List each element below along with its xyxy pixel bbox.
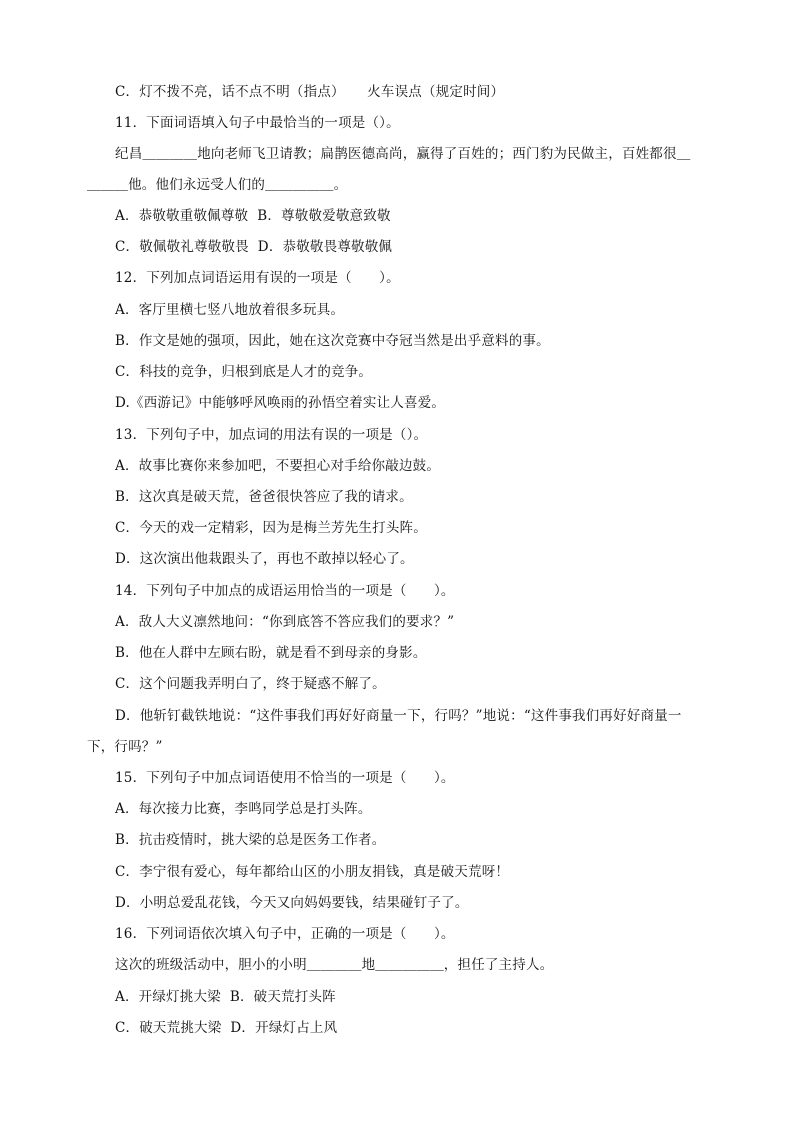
question-13: 13．下列句子中，加点词的用法有误的一项是（）。 xyxy=(115,427,428,443)
question-16: 16．下列词语依次填入句子中，正确的一项是（ ）。 xyxy=(115,926,455,942)
option-line: D．他斩钉截铁地说：“这件事我们再好好商量一下，行吗？”地说：“这件事我们再好好商量一 xyxy=(115,708,682,724)
option-line: A．恭敬敬重敬佩尊敬 B．尊敬敬爱敬意致敬 xyxy=(115,208,391,224)
question-text-continued: ＿＿＿他。他们永远受人们的＿＿＿＿＿。 xyxy=(87,177,348,193)
option-line: D．这次演出他栽跟头了，再也不敢掉以轻心了。 xyxy=(115,551,414,567)
option-line: A．客厅里横七竖八地放着很多玩具。 xyxy=(115,302,345,318)
option-line: C．灯不拨不亮，话不点不明（指点） 火车误点（规定时间） xyxy=(115,84,505,100)
option-line: C．科技的竞争，归根到底是人才的竞争。 xyxy=(115,364,373,380)
option-line: B．作文是她的强项，因此，她在这次竞赛中夺冠当然是出乎意料的事。 xyxy=(115,333,550,349)
option-line: A．每次接力比赛，李鸣同学总是打头阵。 xyxy=(115,801,372,817)
option-line: C．今天的戏一定精彩，因为是梅兰芳先生打头阵。 xyxy=(115,520,427,536)
option-line: A．故事比赛你来参加吧，不要担心对手给你敲边鼓。 xyxy=(115,458,441,474)
question-15: 15．下列句子中加点词语使用不恰当的一项是（ ）。 xyxy=(115,770,455,786)
option-line: C．李宁很有爱心，每年都给山区的小朋友捐钱，真是破天荒呀！ xyxy=(115,864,510,880)
question-11: 11．下面词语填入句子中最恰当的一项是（）。 xyxy=(115,115,400,131)
option-line: C．这个问题我弄明白了，终于疑惑不解了。 xyxy=(115,676,386,692)
option-line: C．破天荒挑大梁 D．开绿灯占上风 xyxy=(115,1020,338,1036)
option-line-continued: 下，行吗？” xyxy=(87,739,163,755)
question-14: 14．下列句子中加点的成语运用恰当的一项是（ ）。 xyxy=(115,583,455,599)
option-line: B．他在人群中左顾右盼，就是看不到母亲的身影。 xyxy=(115,645,427,661)
option-line: D．小明总爱乱花钱，今天又向妈妈要钱，结果碰钉子了。 xyxy=(115,895,469,911)
option-line: A．开绿灯挑大梁 B．破天荒打头阵 xyxy=(115,989,336,1005)
question-text: 纪昌＿＿＿＿地向老师飞卫请教；扁鹊医德高尚，赢得了百姓的；西门豹为民做主，百姓都很＿ xyxy=(115,146,691,162)
question-text: 这次的班级活动中，胆小的小明＿＿＿＿地＿＿＿＿＿，担任了主持人。 xyxy=(115,957,554,973)
question-12: 12．下列加点词语运用有误的一项是（ ）。 xyxy=(115,270,400,286)
option-line: A．敌人大义凛然地问：“你到底答不答应我们的要求？” xyxy=(115,614,455,630)
option-line: B．抗击疫情时，挑大梁的总是医务工作者。 xyxy=(115,832,386,848)
option-line: C．敬佩敬礼尊敬敬畏 D．恭敬敬畏尊敬敬佩 xyxy=(115,239,393,255)
option-line: B．这次真是破天荒，爸爸很快答应了我的请求。 xyxy=(115,489,413,505)
option-line: D.《西游记》中能够呼风唤雨的孙悟空着实让人喜爱。 xyxy=(115,395,446,411)
